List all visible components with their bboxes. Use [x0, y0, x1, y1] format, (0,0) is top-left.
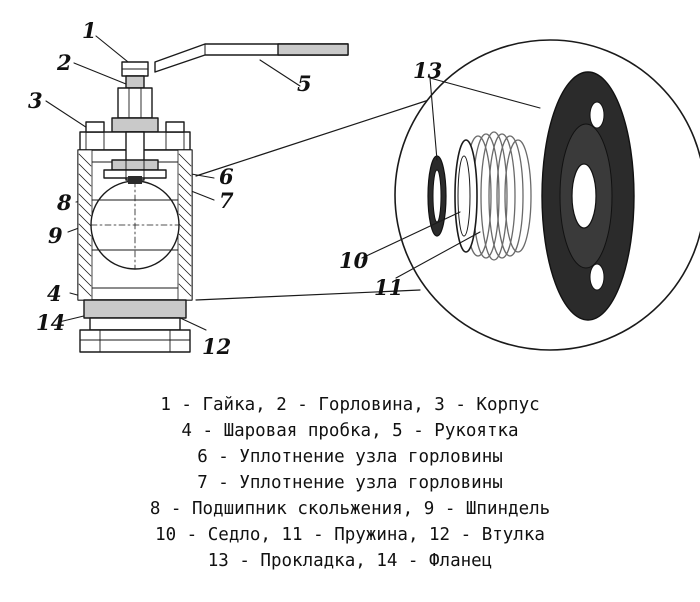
callout-13: 13 — [413, 58, 443, 83]
callout-8: 8 — [57, 190, 72, 215]
callout-12: 12 — [202, 334, 232, 359]
callout-4: 4 — [47, 281, 62, 306]
detail-gasket-disc — [542, 72, 634, 320]
callout-10: 10 — [339, 248, 369, 273]
callout-7: 7 — [219, 188, 234, 213]
legend-line-1: 1 - Гайка, 2 - Горловина, 3 - Корпус — [160, 395, 540, 415]
callout-11: 11 — [374, 275, 404, 300]
legend-line-4: 7 - Уплотнение узла горловины — [197, 473, 503, 493]
legend-line-5: 8 - Подшипник скольжения, 9 - Шпиндель — [149, 499, 551, 519]
callout-3: 3 — [28, 88, 43, 113]
handle-lever — [155, 44, 348, 72]
detail-o-ring — [428, 156, 446, 236]
neck-bonnet — [112, 88, 158, 132]
callout-14: 14 — [36, 310, 66, 335]
callout-2: 2 — [57, 50, 72, 75]
lower-flange — [80, 300, 190, 352]
ball-plug — [91, 181, 179, 269]
legend-line-7: 13 - Прокладка, 14 - Фланец — [207, 551, 493, 571]
callout-5: 5 — [297, 71, 312, 96]
callout-1: 1 — [82, 18, 97, 43]
stem-nut — [122, 62, 148, 88]
callout-6: 6 — [219, 164, 234, 189]
legend-line-3: 6 - Уплотнение узла горловины — [197, 447, 503, 467]
callout-9: 9 — [48, 223, 63, 248]
legend-line-6: 10 - Седло, 11 - Пружина, 12 - Втулка — [155, 525, 545, 545]
legend — [0, 392, 700, 574]
legend-line-2: 4 - Шаровая пробка, 5 - Рукоятка — [181, 421, 519, 441]
